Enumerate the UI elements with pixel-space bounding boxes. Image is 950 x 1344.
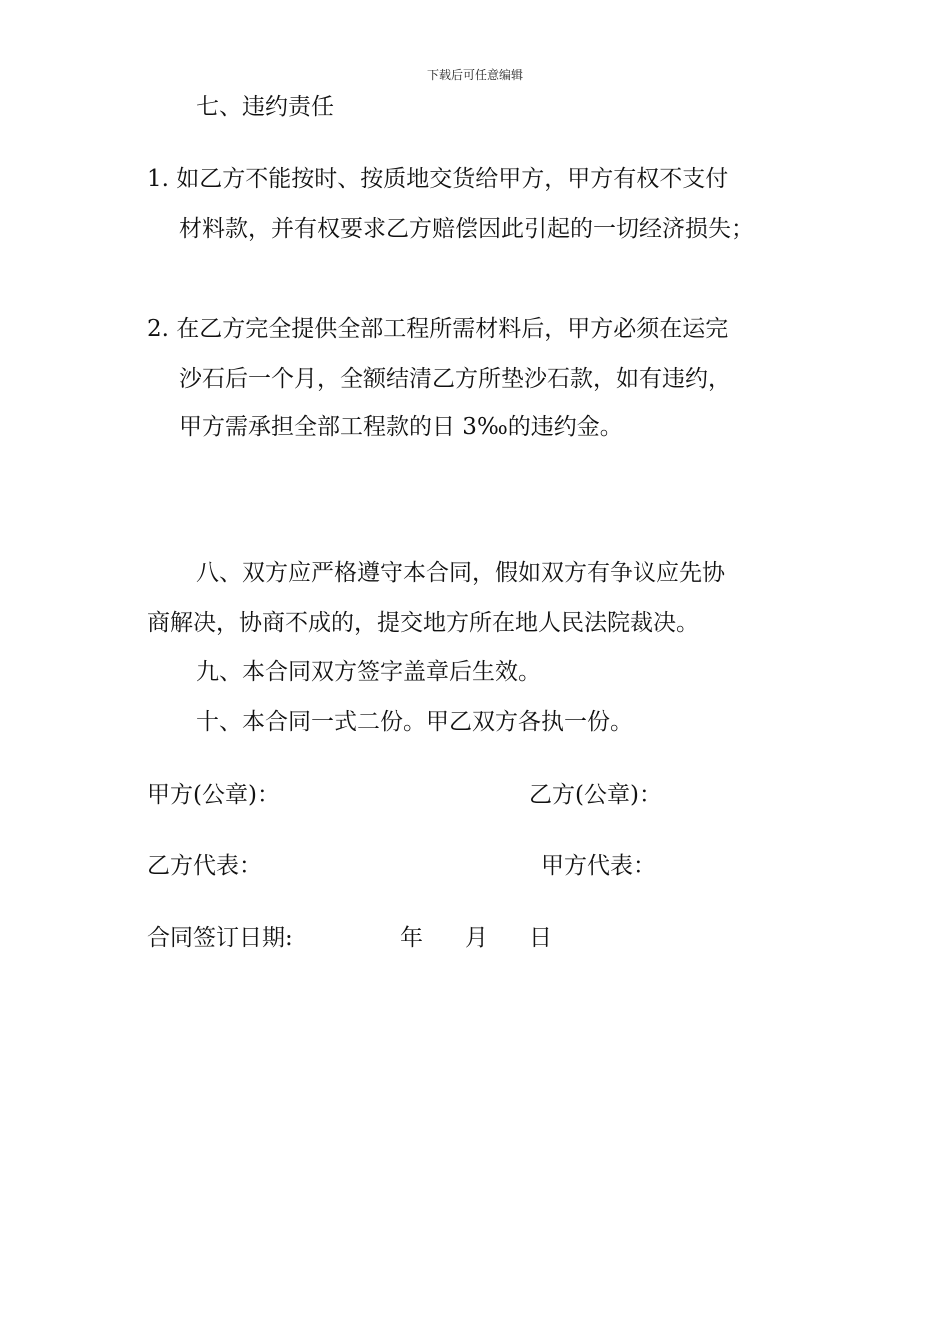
party-a-seal-label: 甲方(公章)： <box>147 782 280 808</box>
date-year-label: 年 <box>400 925 423 951</box>
section7-item1-line1: 1. 如乙方不能按时、按质地交货给甲方，甲方有权不支付 <box>147 166 729 192</box>
contract-date-label: 合同签订日期: <box>147 925 293 951</box>
section7-item2-line2: 沙石后一个月，全额结清乙方所垫沙石款，如有违约， <box>179 366 731 392</box>
party-a-rep-label: 甲方代表： <box>541 853 656 879</box>
section9-text: 九、本合同双方签字盖章后生效。 <box>196 659 541 685</box>
section7-item1-line2: 材料款，并有权要求乙方赔偿因此引起的一切经济损失； <box>179 216 754 242</box>
section7-title: 七、违约责任 <box>196 94 334 120</box>
section8-line2: 商解决，协商不成的，提交地方所在地人民法院裁决。 <box>147 610 699 636</box>
section7-item2-line3: 甲方需承担全部工程款的日 3‰的违约金。 <box>179 414 623 440</box>
party-b-rep-label: 乙方代表： <box>147 853 262 879</box>
date-day-label: 日 <box>529 925 552 951</box>
section8-line1: 八、双方应严格遵守本合同，假如双方有争议应先协 <box>196 560 725 586</box>
section10-text: 十、本合同一式二份。甲乙双方各执一份。 <box>196 709 633 735</box>
header-note: 下载后可任意编辑 <box>426 68 523 82</box>
date-month-label: 月 <box>465 925 488 951</box>
section7-item2-line1: 2. 在乙方完全提供全部工程所需材料后，甲方必须在运完 <box>147 316 729 342</box>
party-b-seal-label: 乙方(公章)： <box>529 782 662 808</box>
